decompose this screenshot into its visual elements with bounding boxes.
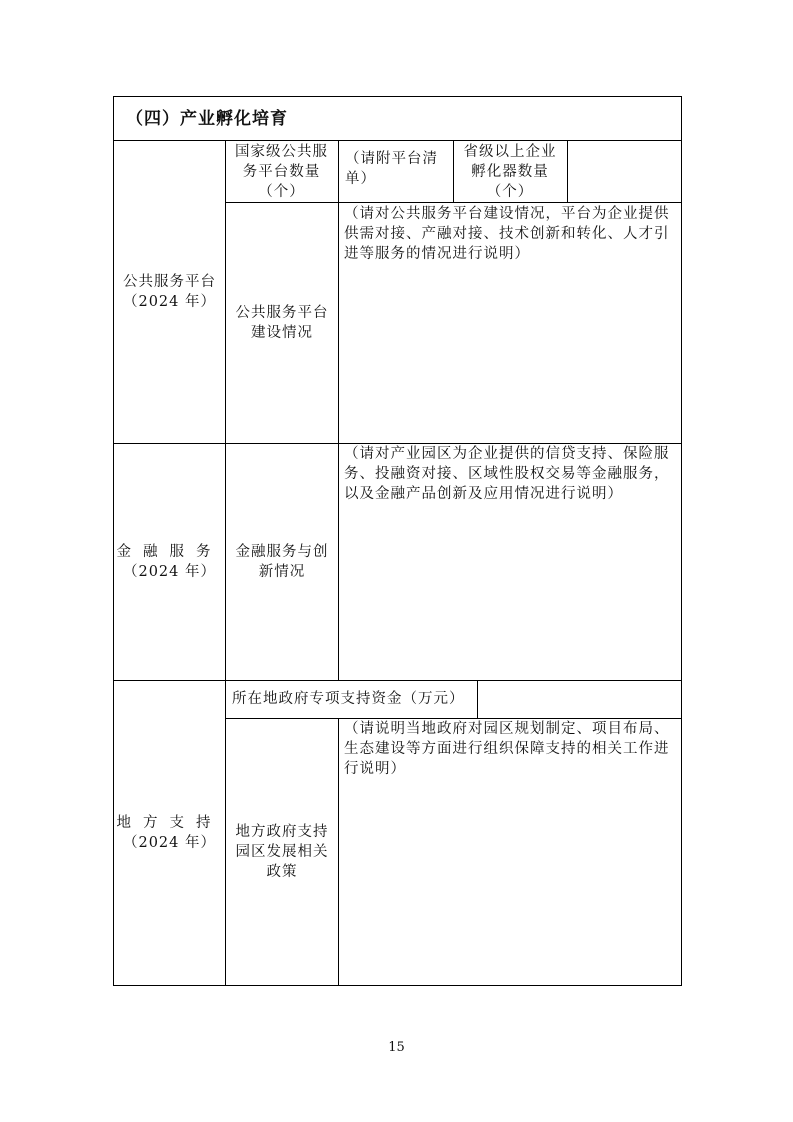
special-fund-value[interactable]: [478, 681, 681, 718]
row-label: 金融服务: [116, 544, 223, 560]
table-border-top: [113, 96, 682, 97]
financial-service-row-header: [114, 444, 225, 680]
special-fund-label: 所在地政府专项支持资金（万元）: [232, 691, 465, 707]
table-rule: [453, 140, 454, 203]
financial-innovation-note: （请对产业园区为企业提供的信贷支持、保险服务、投融资对接、区域性股权交易等金融服务，以及金融产品创新及应用情况进行说明）: [344, 446, 670, 502]
page-number: 15: [388, 1040, 405, 1055]
table-rule: [338, 140, 339, 443]
provincial-incubator-count-label: 省级以上企业孵化器数量（个）: [463, 143, 557, 200]
table-rule: [225, 140, 226, 986]
platform-construction-note: （请对公共服务平台建设情况，平台为企业提供供需对接、产融对接、技术创新和转化、人才引进等服务的情况进行说明）: [344, 206, 670, 262]
table-rule: [338, 718, 339, 985]
financial-innovation-label: 金融服务与创新情况: [235, 544, 329, 580]
section-title: （四）产业孵化培育: [126, 109, 288, 129]
table-border-bottom: [113, 985, 682, 986]
row-label: 公共服务平台: [123, 274, 216, 290]
local-support-row-header: [114, 681, 225, 985]
row-label: 地方支持: [116, 815, 223, 831]
local-policy-note: （请说明当地政府对园区规划制定、项目布局、生态建设等方面进行组织保障支持的相关工作进行说明）: [344, 721, 670, 777]
public-platform-row-header: [114, 141, 225, 443]
local-policy-label: 地方政府支持园区发展相关政策: [235, 824, 329, 880]
table-rule: [338, 443, 339, 680]
row-year: （2024 年）: [122, 564, 216, 580]
national-platform-count-label: 国家级公共服务平台数量（个）: [235, 143, 328, 200]
row-year: （2024 年）: [122, 835, 216, 851]
row-year: （2024 年）: [122, 294, 216, 310]
platform-construction-label: 公共服务平台建设情况: [235, 305, 329, 341]
provincial-incubator-count-value[interactable]: [568, 141, 681, 202]
table-border-right: [681, 96, 682, 986]
national-platform-count-note: （请附平台清单）: [345, 151, 438, 187]
